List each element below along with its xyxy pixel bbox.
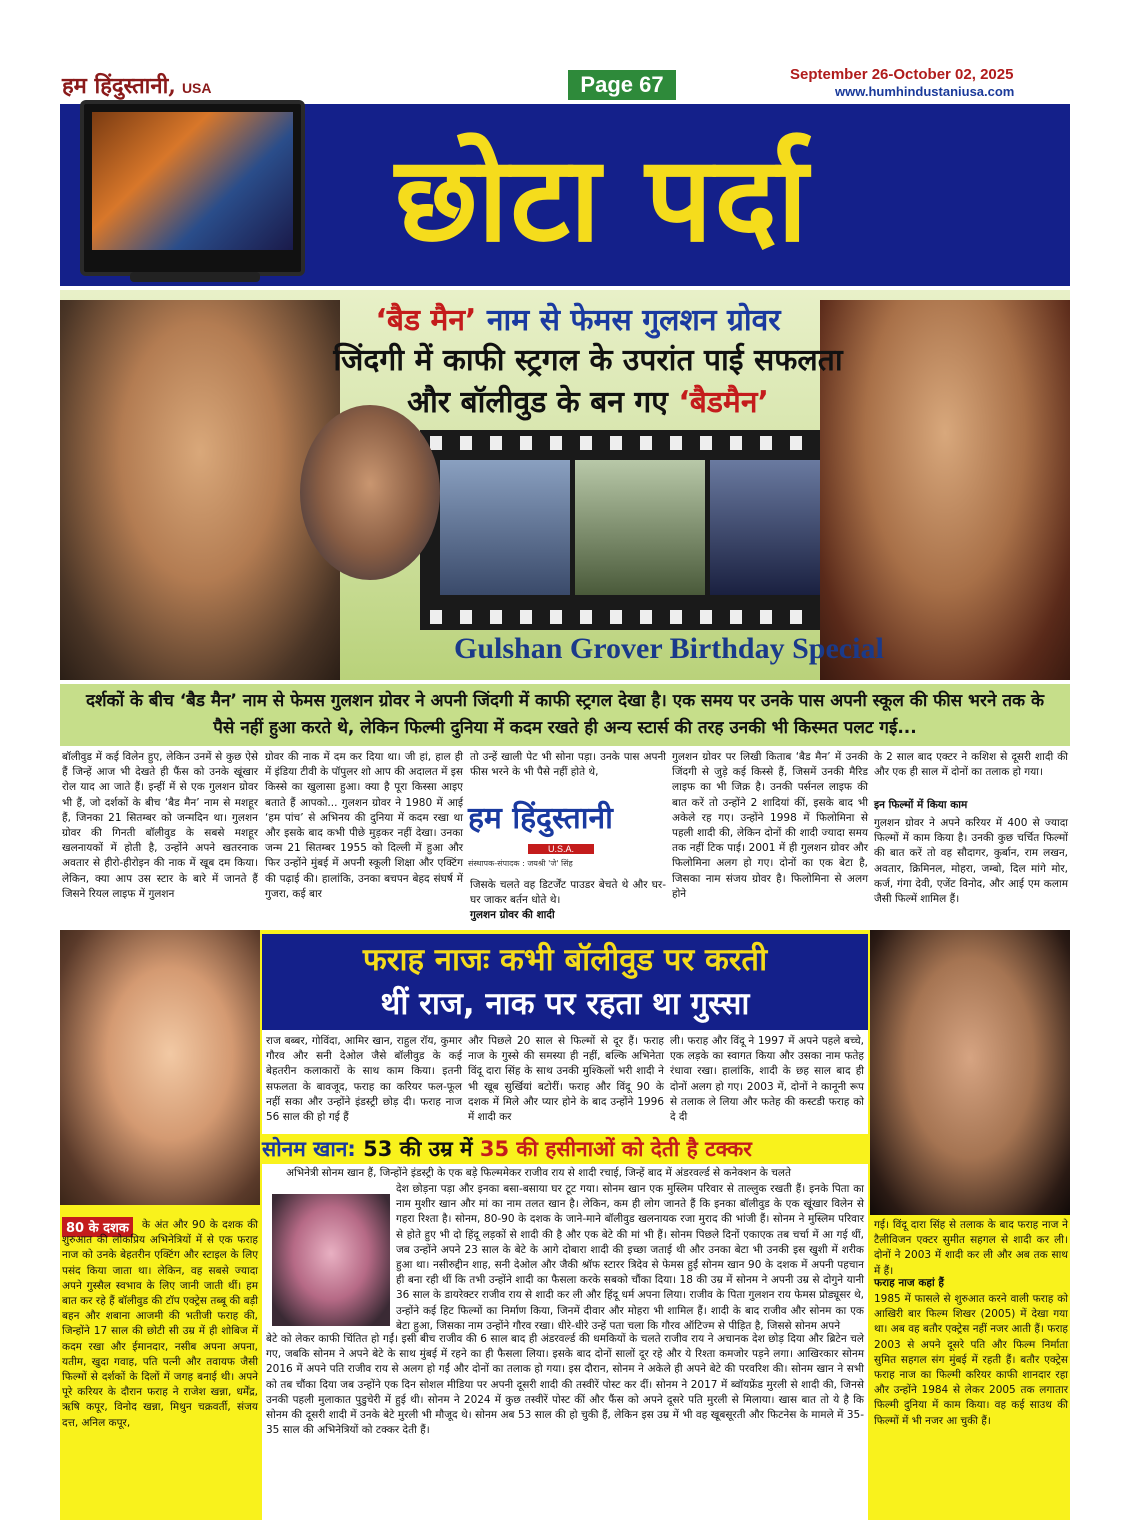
farah-headline: फराह नाजः कभी बॉलीवुड पर करती थीं राज, नाक पर रहता था गुस्सा [262, 934, 868, 1030]
farah-photo-right [870, 930, 1070, 1215]
logo-usa: U.S.A. [528, 844, 594, 854]
farah-left-text: के अंत और 90 के दशक की शुरुआत की लोकप्रिय अभिनेत्रियों में से एक फराह नाज को उनके बेहतरीन एक्टिंग और स्टाइल के लिए पसंद किया जाता था। लेकिन, वह सबसे ज्यादा अपने गुस्सैल स्वभाव के लिए जानी जाती थीं। हम बात कर रहे हैं बॉलीवुड की टॉप एक्ट्रेस तब्बू की बड़ी बहन और शबाना आजमी की भतीजी फराह की, जिन्होंने 17 साल की छोटी सी उम्र में ही शोबिज में कदम रखा और ईमानदार, नसीब अपना अपना, यतीम, खुदा गवाह, पति पत्नी और तवायफ जैसी फिल्मों से दर्शकों के दिलों में जगह बनाई थी। अपने पूरे करियर के दौरान फराह ने राजेश खन्ना, धर्मेंद्र, ऋषि कपूर, विनोद खन्ना, मिथुन चक्रवर्ती, संजय दत्त, अनिल कपूर, [62, 1219, 258, 1429]
gulshan-photo-inset [300, 405, 440, 580]
farah-column-1: राज बब्बर, गोविंदा, आमिर खान, राहुल रॉय, कुमार गौरव और सनी देओल जैसे बॉलीवुड के कई बेहतरीन कलाकारों के साथ काम किया। इतनी सफलता के बावजूद, फराह का करियर फल-फूल नहीं सका और उन्होंने इंडस्ट्री छोड़ दी। फराह नाज 56 साल की हो गई हैं [266, 1035, 462, 1124]
label-80s: 80 के दशक [62, 1217, 133, 1237]
tv-image [80, 100, 305, 276]
feature-intro: दर्शकों के बीच ‘बैड मैन’ नाम से फेमस गुलशन ग्रोवर ने अपनी जिंदगी में काफी स्ट्रगल देखा है। एक समय पर उनके पास अपनी स्कूल की फीस भरने तक के पैसे नहीं हुआ करते थे, लेकिन फिल्मी दुनिया में कदम रखते ही अन्य स्टार्स की तरह उनकी भी किस्मत पलट गई... [60, 684, 1070, 746]
article-column-3b: जिसके चलते वह डिटर्जेंट पाउडर बेचते थे और घर-घर जाकर बर्तन धोते थे। [470, 879, 666, 907]
subheading-films: इन फिल्मों में किया काम [874, 799, 968, 811]
issue-date: September 26-October 02, 2025 [790, 66, 1014, 83]
website-link[interactable]: www.humhindustaniusa.com [835, 84, 1015, 99]
publication-logo: हम हिंदुस्तानी U.S.A. संस्थापक-संपादक : जयश्री 'जे' सिंह [468, 796, 658, 866]
article-column-3a: तो उन्हें खाली पेट भी सोना पड़ा। उनके पास अपनी फीस भरने के भी पैसे नहीं होते थे, [470, 751, 666, 779]
farah-right-heading: फराह नाज कहां हैं [874, 1277, 944, 1289]
article-column-4: गुलशन ग्रोवर पर लिखी किताब ‘बैड मैन’ में उनकी जिंदगी से जुड़े कई किस्से हैं, जिसमें उनकी मैरिड लाइफ का भी जिक्र है। उनकी पर्सनल लाइफ की बात करें तो उन्होंने 2 शादियां कीं, इसके बाद भी अकेले रह गए। उन्होंने 1998 में फिलोमिना से पहली शादी की, लेकिन दोनों की शादी ज्यादा समय तक नहीं टिक पाई। 2001 में ही गुलशन ग्रोवर और फिलोमिना अलग हो गए। दोनों का एक बेटा है, जिसका नाम संजय ग्रोवर है। फिलोमिना से अलग होने [672, 751, 868, 900]
gulshan-photo-left [60, 300, 340, 680]
sonam-title-b: 53 की उम्र में [363, 1137, 473, 1161]
article-column-1: बॉलीवुड में कई विलेन हुए, लेकिन उनमें से कुछ ऐसे हैं जिन्हें आज भी देखते ही फैंस को उनके खूंखार रोल याद आ जाते हैं। इन्हीं में से एक गुलशन ग्रोवर भी हैं, जो दर्शकों के बीच ‘बैड मैन’ नाम से मशहूर हैं, जिनका 21 सितम्बर को जन्मदिन था। गुलशन ग्रोवर की गिनती बॉलीवुड के सबसे मशहूर खलनायकों में होती है, उन्होंने अपने खतरनाक अवतार से हीरो-हीरोइन की नाक में खूब दम किया। लेकिन, क्या आप उस स्टार के बारे में जानते हैं जिसने रियल लाइफ में गुलशन [62, 751, 258, 900]
farah-photo-left [60, 930, 260, 1205]
sonam-headline: सोनम खान: 53 की उम्र में 35 की हसीनाओं को देती है टक्कर [262, 1137, 752, 1161]
article-column-5a: के 2 साल बाद एक्टर ने कशिश से दूसरी शादी की और एक ही साल में दोनों का तलाक हो गया। [874, 751, 1068, 779]
feature-headline-line3: और बॉलीवुड के बन गए ‘बैडमैन’ [407, 385, 769, 420]
sonam-lead: अभिनेत्री सोनम खान हैं, जिन्होंने इंडस्ट्री के एक बड़े फिल्ममेकर राजीव राय से शादी रचाई, जिन्हें बाद में अंडरवर्ल्ड से कनेक्शन के चलते [286, 1167, 791, 1179]
article-column-2: ग्रोवर की नाक में दम कर दिया था। जी हां, हाल ही में इंडिया टीवी के पॉपुलर शो आप की अदालत में इस किस्से का खुलासा हुआ। क्या है पूरा किस्सा आइए बताते हैं आपको... गुलशन ग्रोवर ने 1980 में आई ‘हम पांच’ से अभिनय की दुनिया में कदम रखा था और इसके बाद कभी पीछे मुड़कर नहीं देखा। उनका जन्म 21 सितम्बर 1955 को दिल्ली में हुआ और फिर उन्होंने मुंबई में अपनी स्कूली शिक्षा और एक्टिंग की पढ़ाई की। हालांकि, उनका बचपन बेहद संघर्ष में गुजरा, कई बार [265, 751, 463, 900]
subheading-marriage: गुलशन ग्रोवर की शादी [470, 909, 555, 921]
farah-headline-b: कभी बॉलीवुड पर करती [500, 942, 768, 978]
feature-headline-line2: जिंदगी में काफी स्ट्रगल के उपरांत पाई सफलता [333, 343, 843, 378]
sonam-title-c: 35 की हसीनाओं को देती है टक्कर [479, 1137, 752, 1161]
film-strip-photos [420, 430, 850, 630]
masthead-usa: USA [181, 80, 212, 96]
farah-column-2: और पिछले 20 साल से फिल्मों से दूर हैं। फराह नाज के गुस्से की समस्या ही नहीं, बल्कि अभिनेता विंदू दारा सिंह के साथ उनकी मुश्किलों भरी शादी ने भी खूब सुर्खियां बटोरीं। फराह और विंदू 90 के दशक में मिले और प्यार होने के बाद उन्होंने 1996 में शादी कर [468, 1035, 664, 1124]
farah-column-3: ली। फराह और विंदू ने 1997 में अपने पहले बच्चे, एक लड़के का स्वागत किया और उसका नाम फतेह रंधावा रखा। हालांकि, शादी के छह साल बाद ही दोनों अलग हो गए। 2003 में, दोनों ने कानूनी रूप से तलाक ले लिया और फतेह की कस्टडी फराह को दे दी [670, 1035, 864, 1124]
article-column-5b: गुलशन ग्रोवर ने अपने करियर में 400 से ज्यादा फिल्मों में काम किया है। उनकी कुछ चर्चित फिल्मों की बात करें तो वह सौदागर, कुर्बान, राम लखन, अवतार, क्रिमिनल, मोहरा, जम्बो, दिल मांगे मोर, कर्ज, गंगा देवी, एजेंट विनोद, और आई एम कलाम जैसी फिल्में शामिल हैं। [874, 817, 1068, 906]
farah-right-text-1: गई। विंदू दारा सिंह से तलाक के बाद फराह नाज ने टैलीविजन एक्टर सुमीत सहगल से शादी कर ली। दोनों ने 2003 में शादी कर ली और अब तक साथ में हैं। [874, 1219, 1068, 1277]
feature-headline-line1: ‘बैड मैन’ नाम से फेमस गुलशन ग्रोवर [375, 303, 781, 338]
section-title: छोटा पर्दा [395, 130, 810, 268]
farah-headline-c: थीं राज, [380, 986, 475, 1022]
birthday-tagline: Gulshan Grover Birthday Special [454, 632, 884, 665]
page-number: Page 67 [568, 70, 676, 100]
farah-right-text-2: 1985 में फासले से शुरुआत करने वाली फराह को आखिरी बार फिल्म शिखर (2005) में देखा गया था। अब वह बतौर एक्ट्रेस नहीं नजर आती हैं। फराह 2003 से अपने दूसरे पति और फिल्म निर्माता सुमित सहगल संग मुंबई में रहती हैं। बतौर एक्ट्रेस फराह नाज का फिल्मी करियर काफी शानदार रहा और उन्होंने 1984 से लेकर 2005 तक लगातार फिल्मी दुनिया में काम किया। वह कई साउथ की फिल्मों में भी नजर आ चुकी हैं। [874, 1293, 1068, 1427]
tv-stand [130, 272, 260, 282]
logo-subtitle: संस्थापक-संपादक : जयश्री 'जे' सिंह [468, 859, 573, 868]
sonam-text-bottom: बेटे को लेकर काफी चिंतित हो गईं। इसी बीच राजीव की 6 साल बाद ही अंडरवर्ल्ड की धमकियों के चलते राजीव राय ने अचानक देश छोड़ दिया और ब्रिटेन चले गए, जबकि सोनम ने अपने बेटे के साथ मुंबई में रहने का ही फैसला लिया। इसके बाद दोनों सालों दूर रहे और ये रिश्ता कमजोर पड़ने लगा। आखिरकार सोनम 2016 में अपने पति राजीव राय से अलग हो गईं और दोनों का तलाक हो गया। इस दौरान, सोनम ने अकेले ही अपने बेटे की परवरिश की। सोनम खान ने सभी को तब चौंका दिया जब उन्होंने एक दिन सोशल मीडिया पर अपनी दूसरी शादी की तस्वीरें पोस्ट कर दीं। सोनम ने 2017 में ब्वॉयफ्रेंड मुरली से शादी की, जिनसे उनकी पहली मुलाकात पुडुचेरी में हुई थी। सोनम ने 2024 में कुछ तस्वीरें पोस्ट कीं और फैंस को अपने दूसरे पति मुरली से मिलाया। खास बात तो ये है कि सोनम की दूसरी शादी में उनके बेटे मुरली भी मौजूद थे। सोनम अब 53 साल की हो चुकी हैं, लेकिन इस उम्र में भी वह खूबसूरती और फिटनेस के मामले में 35-35 साल की अभिनेत्रियों को टक्कर देती हैं। [266, 1333, 864, 1437]
sonam-photo [272, 1194, 390, 1326]
sonam-text-top: देश छोड़ना पड़ा और इनका बसा-बसाया घर टूट गया। सोनम खान एक मुस्लिम परिवार से ताल्लुक रखती हैं। इनके पिता का नाम मुशीर खान और मां का नाम तलत खान है। लेकिन, कम ही लोग जानते हैं कि इनका बॉलीवुड के एक खूंखार विलेन से गहरा रिश्ता है। सोनम, 80-90 के दशक के जाने-माने बॉलीवुड खलनायक रजा मुराद की भांजी हैं। सोनम ने मुस्लिम परिवार से होते हुए भी दो हिंदू लड़कों से शादी की है और एक बेटे की मां भी हैं। सोनम पिछले दिनों एकाएक तब चर्चा में आ गई थीं, जब उन्होंने अपने 23 साल के बेटे के आगे दोबारा शादी की इच्छा जताई थी और उनका बेटा भी उनकी इस खुशी में शरीक हुआ था। नसीरुद्दीन शाह, सनी देओल और जैकी श्रॉफ स्टारर त्रिदेव से फेमस हुईं सोनम खान 90 के दशक में अपनी पहचान ही बना रही थीं कि तभी उन्होंने शादी का फैसला करके सबको चौंका दिया। 18 की उम्र में सोनम ने अपनी उम्र से दोगुने यानी 36 साल के डायरेक्टर राजीव राय से शादी कर ली और हिंदू धर्म अपना लिया। राजीव के पिता गुलशन राय फेमस प्रोड्यूसर थे, उन्होंने कई हिट फिल्मों का निर्माण किया, जिनमें दीवार और मोहरा भी शामिल हैं। शादी के बाद राजीव और सोनम का एक बेटा हुआ, जिसका नाम उन्होंने गौरव रखा। धीरे-धीरे उन्हें पता चला कि गौरव ऑटिज्म से पीड़ित है, जिससे सोनम अपने [396, 1183, 864, 1332]
logo-main-b: हिंदुस्तानी [512, 801, 613, 836]
masthead-brand: हम हिंदुस्तानी, USA [62, 73, 212, 99]
farah-headline-d: नाक पर रहता था गुस्सा [485, 986, 750, 1022]
